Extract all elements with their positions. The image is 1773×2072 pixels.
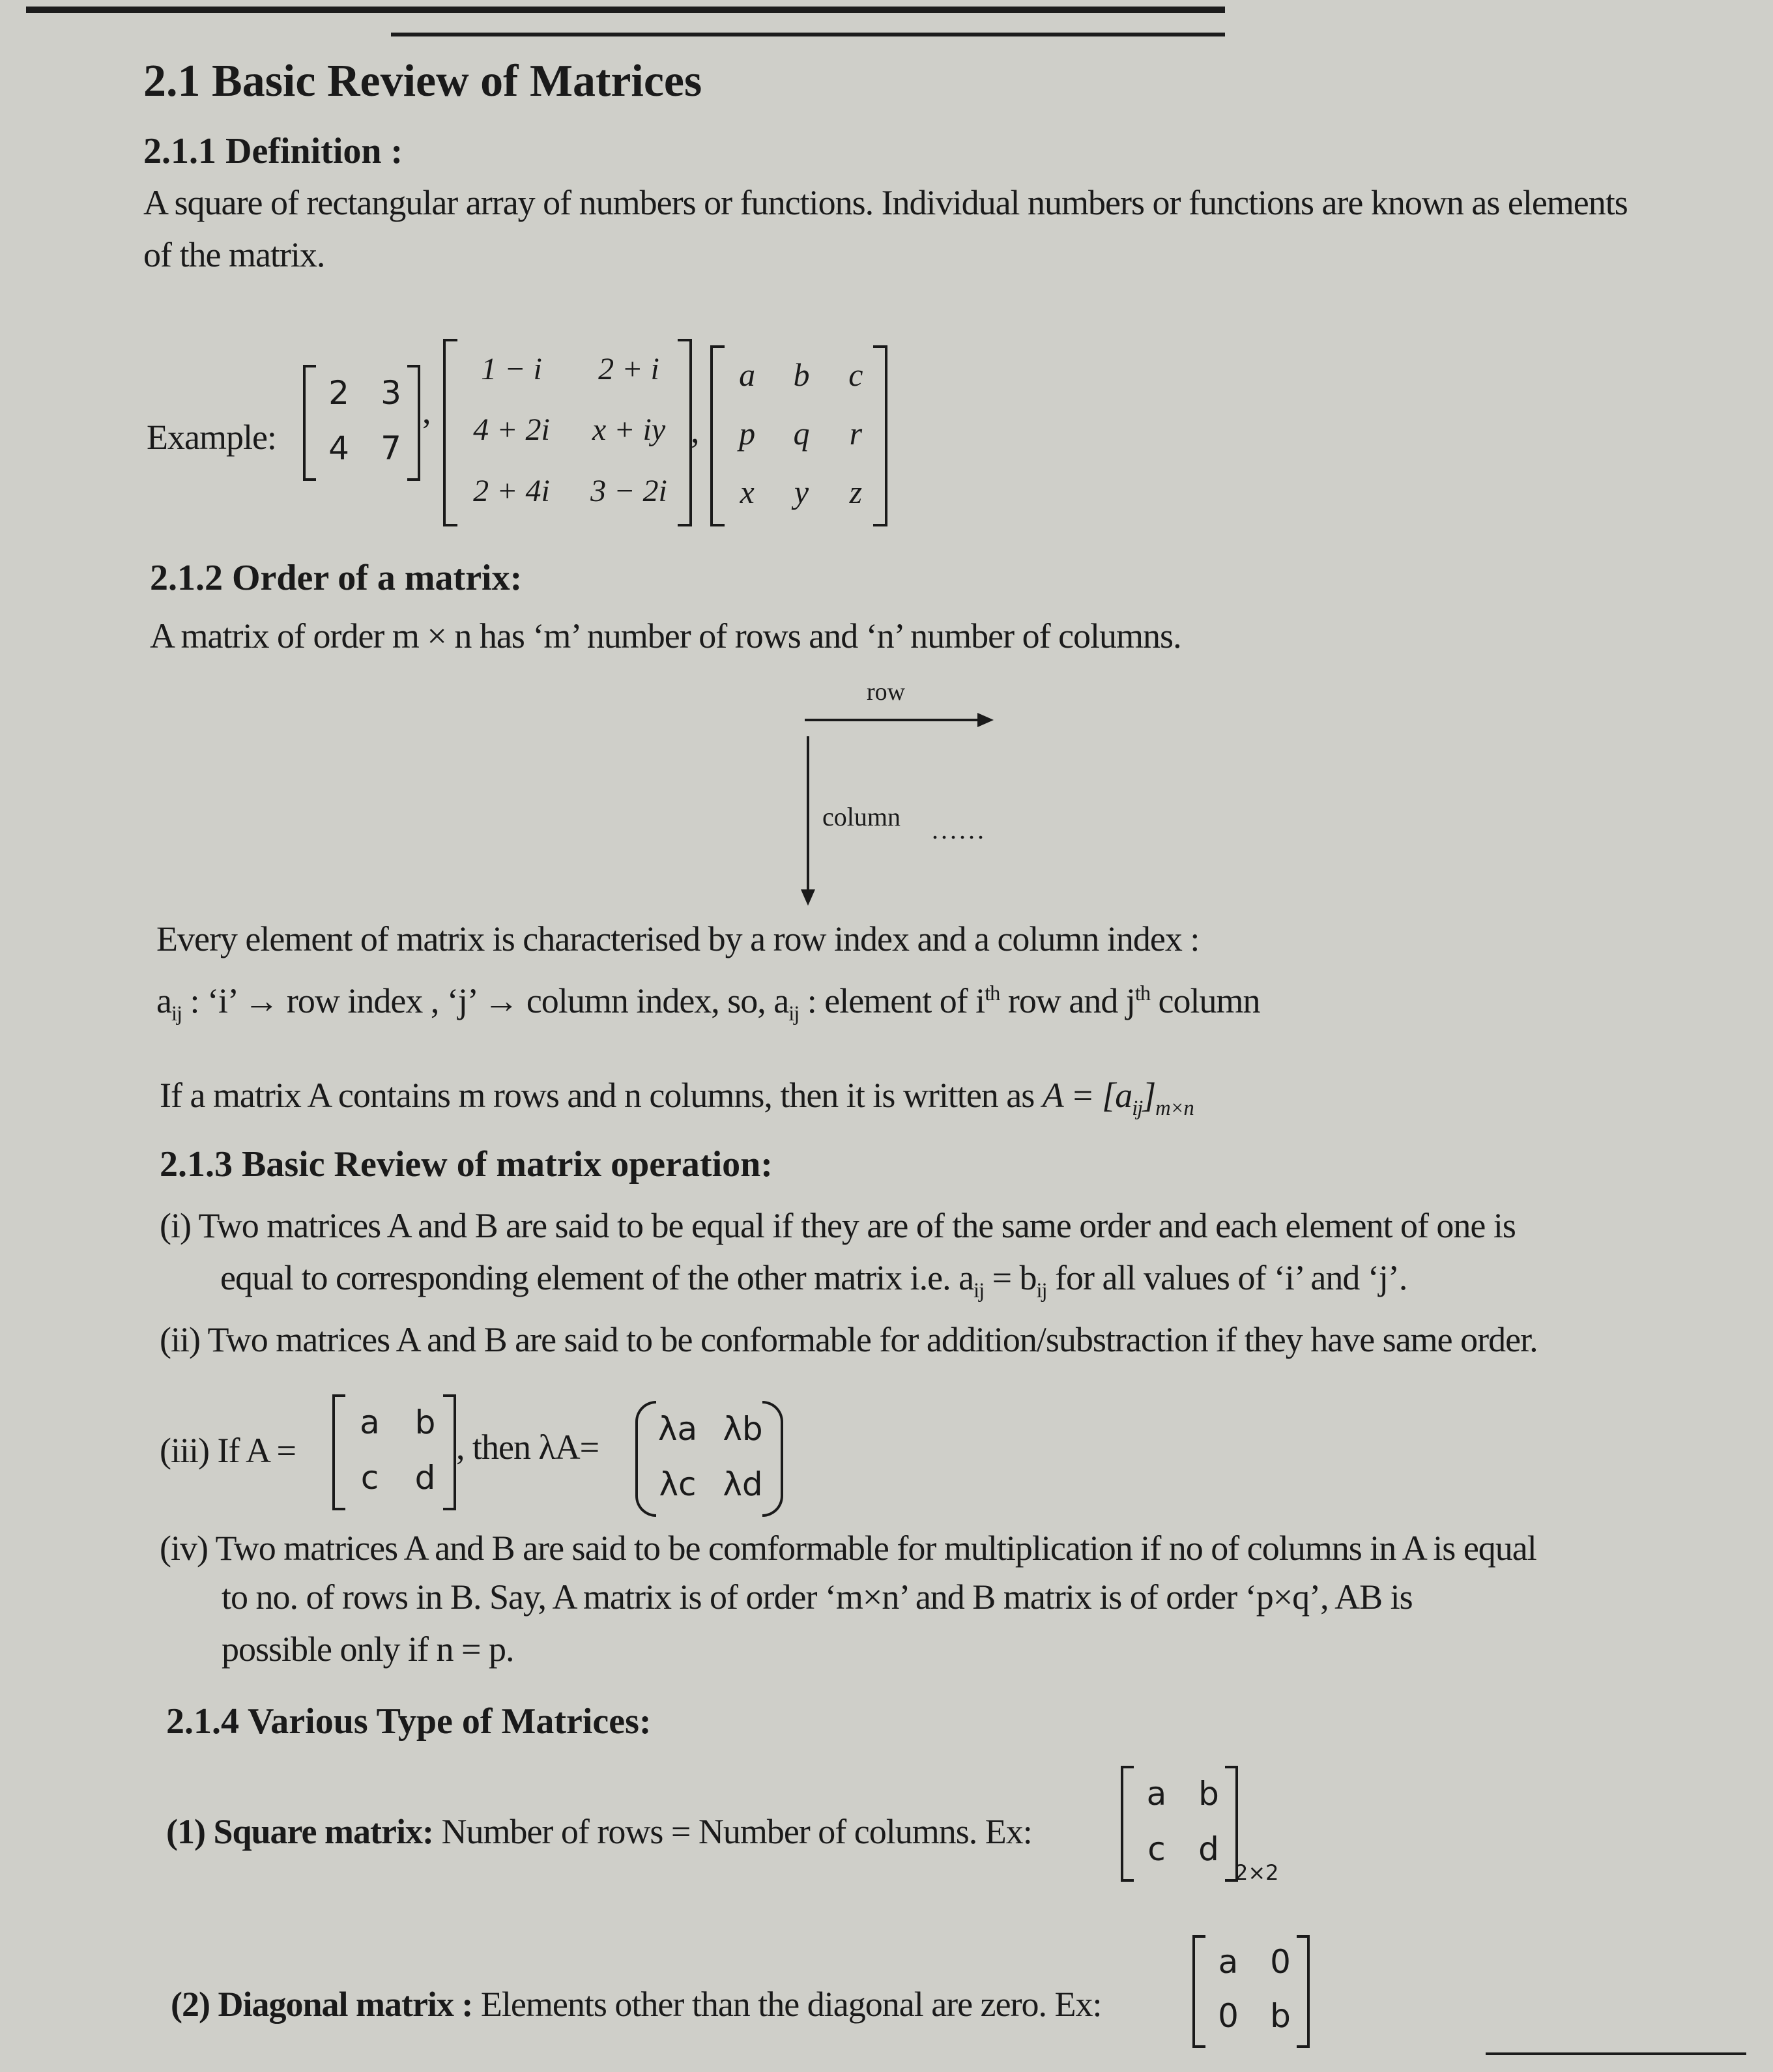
- matrix-cell: 2 + 4i: [473, 473, 550, 508]
- definition-heading: 2.1.1 Definition :: [143, 131, 403, 171]
- bottom-rule: [1486, 2052, 1746, 2055]
- ops-heading: 2.1.3 Basic Review of matrix operation:: [160, 1144, 773, 1185]
- op3-prefix: (iii) If A =: [160, 1431, 296, 1470]
- matrix-cell: d: [414, 1458, 436, 1497]
- section-title: 2.1 Basic Review of Matrices: [143, 56, 702, 106]
- op3-right-bracket: [443, 1394, 456, 1510]
- matrix-cell: c: [1147, 1830, 1166, 1868]
- matrix-1-right-bracket: [407, 365, 420, 481]
- definition-line-1: A square of rectangular array of numbers or functions. Individual numbers or functions are known as elements: [143, 183, 1628, 222]
- matrix-cell: x + iy: [592, 412, 666, 448]
- matrix-cell: λa: [657, 1409, 698, 1448]
- top-rule-thin: [391, 33, 1225, 36]
- matrix-cell: x: [740, 474, 755, 510]
- matrix-cell: 2 + i: [598, 352, 659, 387]
- matrix-3-right-bracket: [873, 345, 887, 526]
- top-rule: [26, 7, 1225, 13]
- separator-comma: ,: [691, 411, 699, 450]
- diagram-column-label: column: [822, 802, 901, 831]
- matrix-cell: b: [793, 356, 810, 393]
- matrix-cell: y: [794, 474, 809, 510]
- type2-text: (2) Diagonal matrix : Elements other than the diagonal are zero. Ex:: [171, 1985, 1102, 2024]
- op1-line-1: (i) Two matrices A and B are said to be equal if they are of the same order and each element of one is: [160, 1206, 1516, 1245]
- op3-result-right-paren: [762, 1401, 783, 1517]
- op4-line-3: possible only if n = p.: [222, 1630, 514, 1669]
- op1-line-2: equal to corresponding element of the other matrix i.e. $a_{ij} = b_{ij}$ for all values of ‘i’ and ‘j’.: [220, 1258, 1407, 1302]
- op4-line-1: (iv) Two matrices A and B are said to be comformable for multiplication if no of columns in A is equal: [160, 1529, 1536, 1568]
- matrix-cell: z: [849, 474, 863, 510]
- example-matrix-3: [720, 345, 883, 521]
- matrix-cell: b: [1270, 1996, 1291, 2035]
- matrix-cell: c: [848, 356, 863, 393]
- matrix-cell: a: [360, 1403, 380, 1441]
- diagram-dots: ......: [932, 815, 987, 844]
- example-matrix-1: [313, 365, 417, 476]
- matrix-cell: λd: [723, 1465, 763, 1503]
- matrix-cell: b: [414, 1403, 436, 1441]
- op3-result-matrix: [645, 1401, 775, 1512]
- example-label: Example:: [147, 418, 276, 457]
- op3-matrix: [342, 1394, 453, 1505]
- matrix-cell: 3: [381, 373, 401, 412]
- matrix-cell: c: [360, 1458, 379, 1497]
- type1-matrix: [1131, 1766, 1235, 1877]
- matrix-cell: 3 − 2i: [590, 473, 667, 508]
- example-matrix-2: [453, 339, 687, 521]
- diagram-row-label: row: [867, 678, 906, 706]
- matrix-cell: 0: [1270, 1943, 1291, 1981]
- matrix-cell: 0: [1218, 1996, 1239, 2035]
- matrix-cell: b: [1198, 1774, 1219, 1813]
- matrix-cell: 2: [328, 373, 349, 412]
- matrix-cell: a: [1146, 1774, 1167, 1813]
- matrix-2-right-bracket: [678, 339, 692, 526]
- definition-line-2: of the matrix.: [143, 235, 325, 274]
- type2-right-bracket: [1297, 1935, 1310, 2048]
- matrix-cell: 1 − i: [481, 352, 542, 387]
- matrix-cell: q: [793, 415, 810, 452]
- order-text: A matrix of order m × n has ‘m’ number of rows and ‘n’ number of columns.: [150, 616, 1181, 655]
- types-heading: 2.1.4 Various Type of Matrices:: [166, 1701, 652, 1742]
- index-text: $a_{ij}$ : ‘i’ → row index , ‘j’ → column index, so, $a_{ij}$ : element of $i^{th}$ row and $j^{th}$ column: [156, 981, 1260, 1026]
- matrix-cell: 4 + 2i: [473, 412, 550, 448]
- matrix-cell: a: [739, 356, 756, 393]
- type2-matrix: [1202, 1935, 1306, 2043]
- op2-text: (ii) Two matrices A and B are said to be conformable for addition/substraction if they have same order.: [160, 1320, 1538, 1359]
- matrix-cell: 4: [328, 429, 349, 467]
- type1-order: 2×2: [1235, 1860, 1279, 1885]
- matrix-cell: λb: [723, 1409, 763, 1448]
- separator-comma: ,: [422, 392, 431, 431]
- matrix-cell: r: [849, 415, 863, 452]
- written-text: If a matrix A contains m rows and n columns, then it is written as $A = [a_{ij}]_{m\times n}$: [160, 1076, 1194, 1120]
- written-formula: $A = [a_{ij}]_{m\times n}$: [1042, 1076, 1194, 1120]
- op4-line-2: to no. of rows in B. Say, A matrix is of order ‘m×n’ and B matrix is of order ‘p×q’, AB is: [222, 1577, 1413, 1617]
- matrix-cell: 7: [381, 429, 401, 467]
- element-text: Every element of matrix is characterised by a row index and a column index :: [156, 919, 1200, 958]
- op3-then: , then λA=: [456, 1428, 599, 1467]
- type1-text: (1) Square matrix: Number of rows = Number of columns. Ex:: [166, 1812, 1032, 1851]
- matrix-cell: a: [1218, 1943, 1239, 1981]
- matrix-cell: d: [1198, 1830, 1219, 1868]
- order-heading: 2.1.2 Order of a matrix:: [150, 558, 523, 598]
- matrix-cell: λc: [659, 1465, 697, 1503]
- matrix-cell: p: [739, 415, 756, 452]
